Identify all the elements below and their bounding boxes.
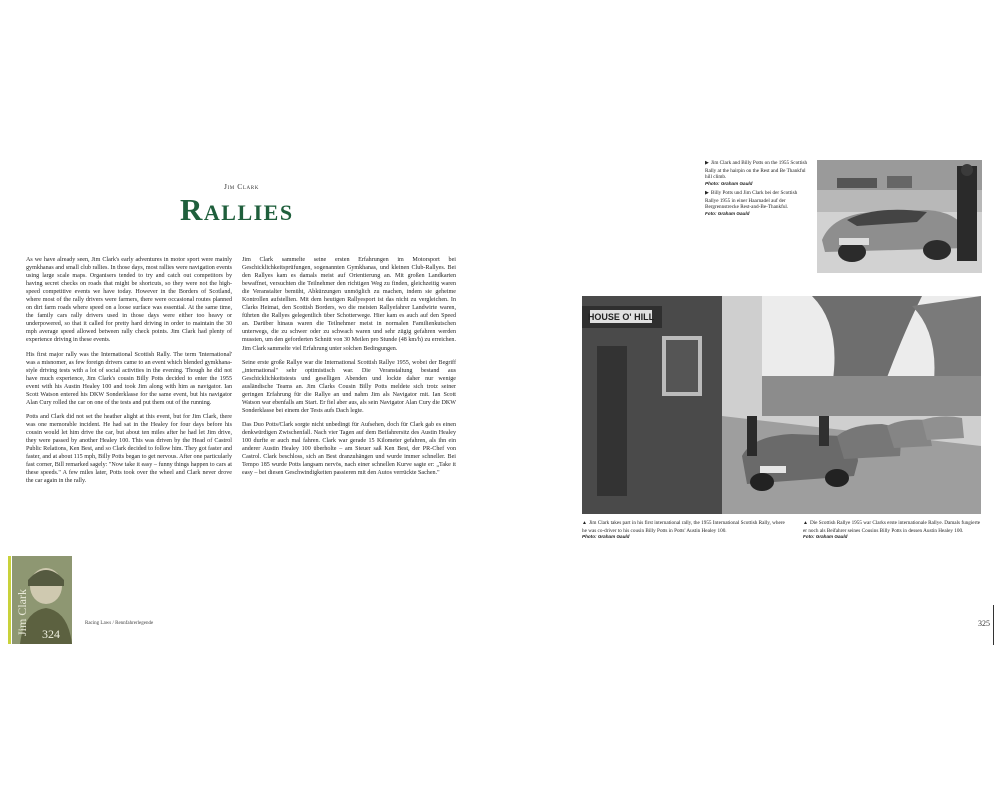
caption-arrow-icon: ▶ [705,161,709,166]
house-sign-text: HOUSE O' HILL [587,312,655,322]
page-number-right: 325 [978,619,990,628]
caption-arrow-up-icon: ▲ [582,521,587,526]
caption-top-german-credit: Foto: Graham Gauld [705,210,750,216]
caption-bottom-english-text: Jim Clark takes part in his first international rally, the 1955 International Scottish Rally, where he was co-driver to his cousin Billy Potts in Potts' Austin Healey 100. [582,520,785,534]
caption-top-german-text: Billy Potts und Jim Clark bei der Scottish Rallye 1955 in einer Haarnadel auf der Bergrennstrecke Rest-and-Be-Thankful. [705,190,798,211]
decorative-yellow-stripe [8,556,11,644]
english-paragraph-3: Potts and Clark did not set the heather alight at this event, but for Jim Clark, there was one memorable incident. He had sat in the Healey for four days before his cousin would let him drive the car, but about ten miles after he had let Jim drive, they were passed by another Healey 100. This was driven by the Head of Castrol Public Relations, Ken Best, and so Clark decided to follow him. They got faster and faster, and at about 115 mph, Billy Potts began to get nervous. After one particularly fast corner, Bill remarked sagely: "Now take it easy – funny things happen to cars at these speeds." A few miles later, Potts took over the wheel and Clark never drove the car again in the rally. [26,413,232,485]
caption-top-english-credit: Photo: Graham Gauld [705,180,753,186]
caption-top-english-text: Jim Clark and Billy Potts on the 1955 Scottish Rally at the hairpin on the Rest and Be Thankful hill climb. [705,160,808,181]
caption-bottom-english-credit: Photo: Graham Gauld [582,534,630,540]
german-paragraph-1: Jim Clark sammelte seine ersten Erfahrungen im Motorsport bei Geschicklichkeitsprüfungen, sogenannten Gymkhanas, und kleinen Club-Rallyes. Bei den Rallyes kam es damals meist auf Orientierung an. Mit großen Landkarten bewaffnet, versuchten die Teilnehmer den richtigen Weg zu finden, gleichzeitig waren die Veranstalter bemüht, Abkürzungen unmöglich zu machen, indem sie geheime Kontrollen aufstellten. Mit dem heutigen Rallyesport ist das nicht zu vergleichen. In Clarks Heimat, den Scottish Borders, wo die meisten Rallyefahrer Landwirte waren, führten die Rallyes gelegentlich über Schotterwege. Hier kam es auch auf den Speed an. Darüber hinaus waren die Teilnehmer meist in normalen Familienkutschen unterwegs, die zu schwer oder zu schwach waren und sehr zügig gefahren werden mussten, um den geforderten Schnitt von 30 Meilen pro Stunde (48 km/h) zu erreichen. Jim Clark sammelte viel Erfahrung unter solchen Bedingungen. [242,257,456,352]
thumbnail-jim-clark-portrait [12,556,72,644]
german-paragraph-3: Das Duo Potts/Clark sorgte nicht unbedingt für Aufsehen, doch für Clark gab es einen denkwürdigen Zwischenfall. Nach vier Tagen auf dem Beifahrersitz des Austin Healey 100 durfte er auch mal fahren. Clark war gerade 15 Kilometer gefahren, als ihn ein anderer Austin Healey 100 überholte – am Steuer saß Ken Best, der PR-Chef von Castrol. Clark beschloss, sich an Best dranzuhängen und wurde immer schneller. Bei Tempo 185 wurde Potts langsam nervös, nach einer schnellen Kurve sagte er: „Take it easy – bei diesen Geschwindigkeiten passieren mit den Autos verrückte Sachen." [242,421,456,477]
photo-house-o-hill-cars [582,296,981,514]
caption-bottom-german-credit: Foto: Graham Gauld [803,534,848,540]
caption-bottom-english [582,520,787,541]
caption-bottom-german [803,520,981,541]
page-edge-line [993,605,994,645]
footer-book-title: Racing Laws / Rennfahrerlegende [85,621,154,626]
caption-arrow-icon: ▶ [705,191,709,196]
photo-hairpin-healey [817,160,982,273]
caption-bottom-german-text: Die Scottish Rallye 1955 war Clarks erste internationale Rallye. Damals fungierte er noch als Beifahrer seines Cousins Billy Potts in dessen Austin Healey 100. [803,520,981,534]
english-paragraph-2: His first major rally was the International Scottish Rally. The term 'International' was a misnomer, as few foreign drivers came to an event which blended gymkhana-style driving tests with a lot of social activities in the evening. Though he did not have much experience, Jim Clark's cousin Billy Potts decided to enter the 1955 event with his Austin Healey 100 and took Jim along with him as navigator. Ian Scott Watson entered his DKW Sonderklasse for the same event, but his navigator Alan Cury rolled the car on one of the tests and put them out of the running. [26,351,232,406]
thumbnail-page-number: 324 [42,627,60,641]
caption-top-german [705,190,810,217]
english-paragraph-1: As we have already seen, Jim Clark's early adventures in motor sport were mainly gymkhanas and small club rallies. In those days, most rallies were navigation events using large scale maps. Organisers tended to try and catch out competitors by having secret checks on roads that might be shortcuts, so they were not the high-speed competitive events we have today. However in the Borders of Scotland, where most of the rally drivers were farmers, there were occasional routes planned on dirt farm roads where speed on a loose surface was essential. At the same time, the family cars rally drivers used in those days were either too heavy or underpowered, so that it called for pretty hard driving in order to maintain the 30 mph average speed allowed between rally check points. Jim Clark had plenty of experience driving in these events. [26,257,232,344]
german-text-column [242,256,456,483]
section-kicker: Jim Clark [224,182,259,191]
thumbnail-vertical-text: Jim Clark [15,589,29,636]
page-title: Rallies [180,192,294,227]
caption-arrow-up-icon: ▲ [803,521,808,526]
caption-top-english [705,160,810,187]
german-paragraph-2: Seine erste große Rallye war die International Scottish Rallye 1955, wobei der Begriff „international" sehr optimistisch war. Die Veranstaltung bestand aus Geschicklichkeitstests und geselligen Abenden und lockte daher nur wenige ausländische Teams an. Jim Clarks Cousin Billy Potts meldete sich trotz seiner geringen Erfahrung für die Rallye an und nahm Jim als Navigator mit. Ian Scott Watson war ebenfalls am Start. Er fiel aber aus, als sein Navigator Alan Cury die DKW Sonderklasse bei einem der Tests aufs Dach legte. [242,359,456,414]
english-text-column [26,256,232,491]
